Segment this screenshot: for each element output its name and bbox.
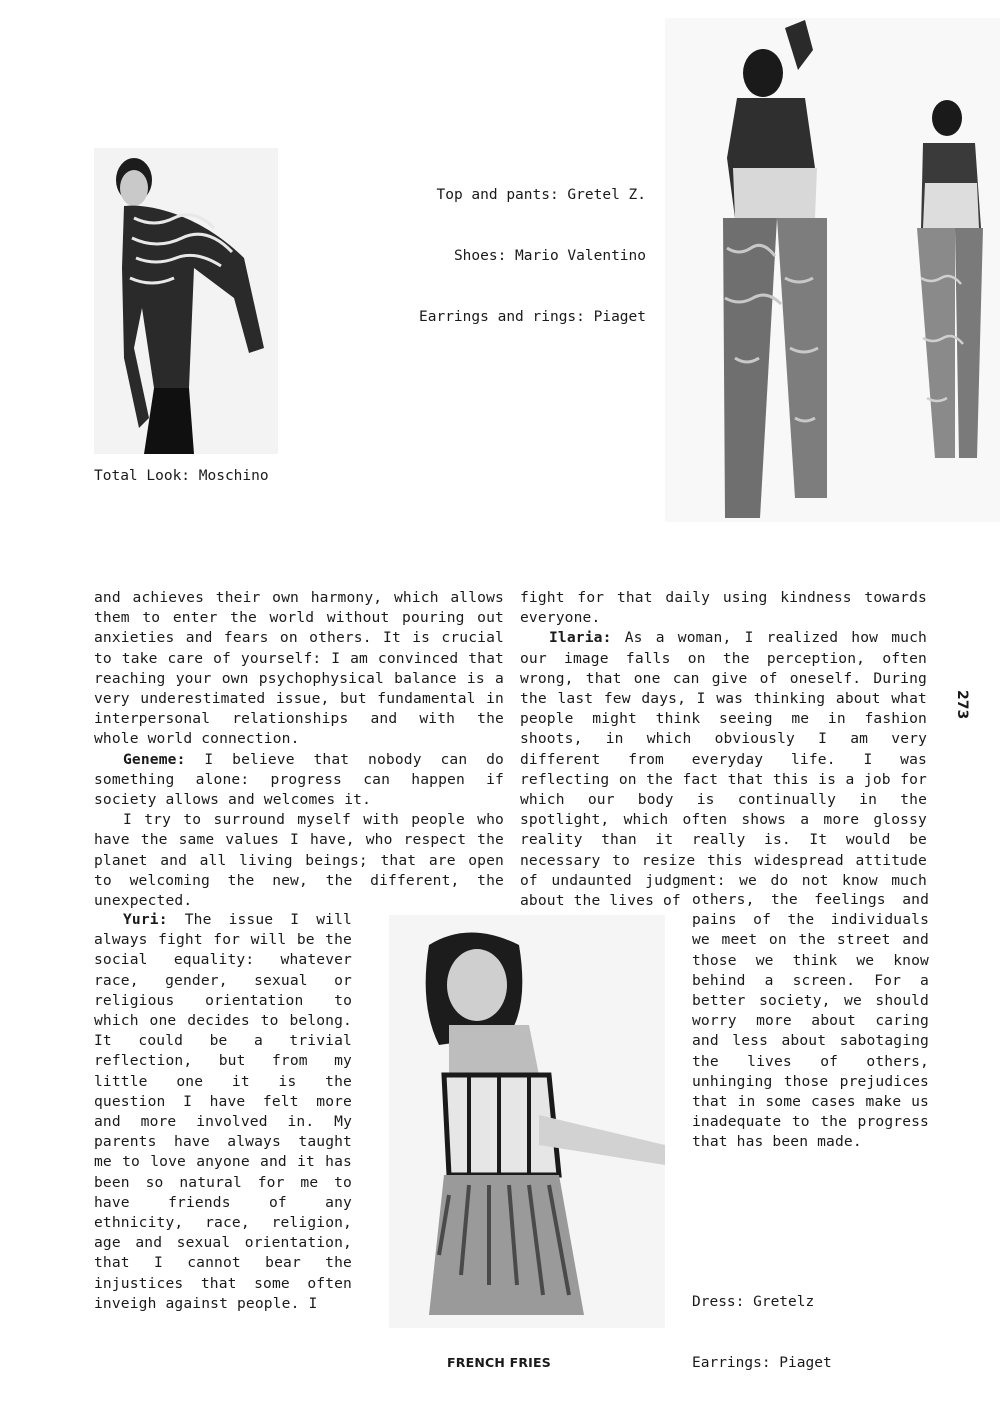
paragraph	[520, 628, 927, 911]
body-column-2-upper	[520, 588, 927, 911]
caption-line: Top and pants: Gretel Z.	[436, 187, 646, 204]
speaker-name: Ilaria:	[549, 629, 612, 647]
paragraph	[94, 750, 504, 811]
caption-top-right	[380, 145, 646, 347]
paragraph-text: The issue I will always fight for will be the social equality: whatever race, gender, sexual or religious orientation to which one decides to belong. It could be a trivial reflection, but from my little one it is the question I have felt more and more involved in. My parents have always taught me to love anyone and it has been so natural for me to have friends of any ethnicity, race, religion, age and sexual orientation, that I cannot bear the injustices that some often inveigh against people. I	[94, 911, 352, 1312]
body-column-1-upper	[94, 588, 504, 911]
photo-woman-corset-feather-skirt	[389, 915, 665, 1328]
body-column-1-lower	[94, 910, 352, 1314]
caption-line: Earrings: Piaget	[692, 1355, 832, 1372]
photo-two-women-snakeskin-pants	[665, 18, 1000, 522]
speaker-name: Geneme:	[123, 750, 186, 768]
paragraph	[94, 910, 352, 1314]
paragraph: and achieves their own harmony, which allows them to enter the world without pouring out anxieties and fears on others. It is crucial to take care of yourself: I am convinced that reaching your own psychophysical balance is a very underestimated issue, but fundamental in interpersonal relationships and with the whole world connection.	[94, 589, 504, 748]
footer-magazine-name: FRENCH FRIES	[447, 1355, 551, 1370]
caption-line: Earrings and rings: Piaget	[419, 308, 646, 325]
caption-line: Dress: Gretelz	[692, 1294, 815, 1311]
body-column-2-lower	[692, 890, 929, 1153]
caption-top-left: Total Look: Moschino	[94, 468, 269, 484]
paragraph: fight for that daily using kindness towards everyone.	[520, 589, 927, 627]
photo-man-patterned-shirt	[94, 148, 278, 454]
speaker-name: Yuri:	[123, 911, 168, 928]
page-number: 273	[954, 690, 970, 720]
paragraph: others, the feelings and pains of the individuals we meet on the street and those we think we know behind a screen. For a better society, we should worry more about caring and less about sabotaging the lives of others, unhinging those prejudices that in some cases make us inadequate to the progress that has been made.	[692, 891, 929, 1151]
paragraph: I try to surround myself with people who have the same values I have, who respect the planet and all living beings; that are open to welcoming the new, the different, the unexpected.	[94, 811, 504, 910]
paragraph-text: As a woman, I realized how much our image falls on the perception, often wrong, that one can give of oneself. During the last few days, I was thinking about what people might think seeing me in fashion shoots, in which obviously I am very different from everyday life. I was reflecting on the fact that this is a job for which our body is continually in the spotlight, which often shows a more glossy reality than it really is. It would be necessary to resize this widespread attitude of undaunted judgment: we do not know much about the lives of	[520, 629, 927, 910]
paragraph-text: I believe that nobody can do something alone: progress can happen if society allows and welcomes it.	[94, 750, 504, 809]
caption-bottom-right	[692, 1252, 832, 1393]
caption-line: Shoes: Mario Valentino	[453, 248, 646, 265]
